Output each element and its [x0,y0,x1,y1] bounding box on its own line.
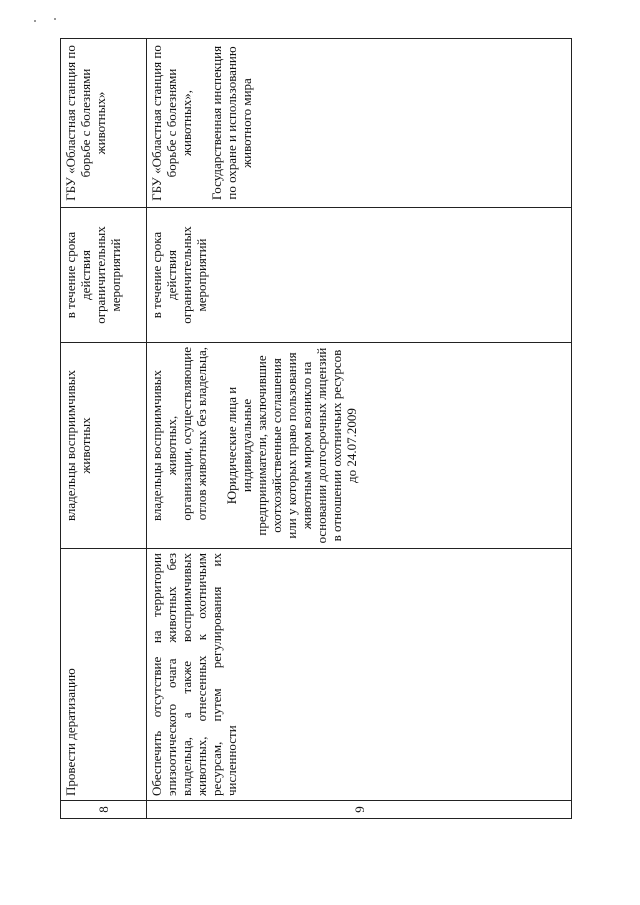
measure-cell: Провести дератизацию [61,549,147,801]
term-cell: в течение срока действия ограничительных мероприятий [147,208,572,343]
spacer [209,347,224,544]
table-row [61,39,147,819]
measure-cell: Обеспечить отсутствие на территории эпизоотического очага животных без владельца, а также восприимчивых животных, отнесенных к охотничьим ресурсам, путем регулирования их численности [147,549,572,801]
rotated-document-table [60,39,572,819]
spacer [194,43,209,203]
responsible-text: владельцы восприимчивых животных [63,369,93,522]
executor-text: ГБУ «Областная станция по борьбе с болезнями животных» [63,45,108,201]
term-cell: в течение срока действия ограничительных мероприятий [61,208,147,343]
responsible-text: организации, осуществляющие отлов животных без владельца, [179,347,209,521]
responsible-text: владельцы восприимчивых животных, [149,369,179,522]
scan-speck [34,20,36,22]
responsible-cell [147,343,572,549]
executor-cell [61,39,147,208]
executor-cell [147,39,572,208]
responsible-text: Юридические лица и индивидуальные предприниматели, заключившие охотхозяйственные соглашения или у которых право пользования животным миром возникло на основании долгосрочных лицензий в отношении охотничьих ресурсов до 24.07.2009 [224,347,359,544]
measures-table [60,38,572,819]
row-number: 9 [147,801,572,819]
responsible-cell [61,343,147,549]
executor-text: Государственная инспекция по охране и использованию животного мира [209,45,254,201]
table-row [147,39,572,819]
row-number: 8 [61,801,147,819]
executor-text: ГБУ «Областная станция по борьбе с болезнями животных», [149,45,194,201]
scan-speck [54,18,56,20]
